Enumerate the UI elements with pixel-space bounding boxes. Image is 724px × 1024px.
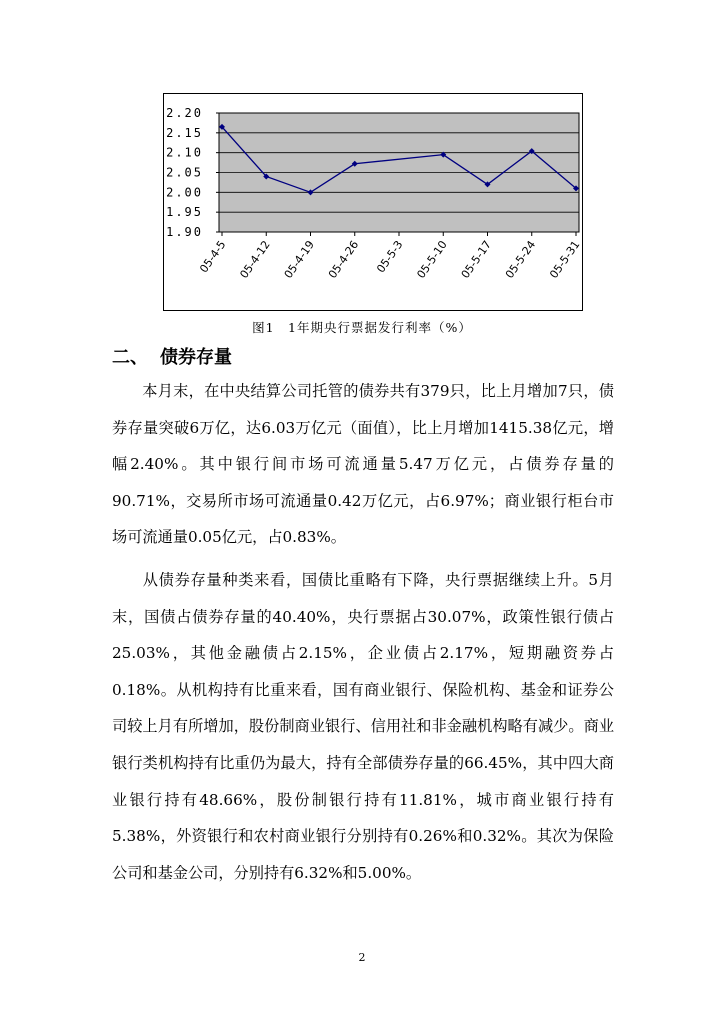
y-tick-label: 2.05 bbox=[166, 165, 203, 180]
x-tick-label: 05-4-5 bbox=[197, 238, 229, 276]
page-number: 2 bbox=[358, 951, 366, 964]
y-tick-label: 2.15 bbox=[166, 125, 203, 140]
x-tick-label: 05-4-12 bbox=[237, 238, 273, 281]
x-tick-label: 05-5-24 bbox=[502, 238, 539, 281]
rate-chart bbox=[163, 93, 583, 311]
x-tick-label: 05-4-19 bbox=[281, 238, 317, 281]
x-tick-label: 05-4-26 bbox=[325, 238, 362, 281]
section-number: 二、 bbox=[112, 347, 148, 368]
x-tick-label: 05-5-10 bbox=[414, 238, 450, 281]
section-title: 债券存量 bbox=[160, 347, 232, 368]
x-tick-label: 05-5-3 bbox=[374, 238, 406, 276]
y-tick-label: 2.00 bbox=[166, 185, 203, 200]
chart-svg bbox=[164, 94, 584, 312]
paragraph-bond-stock bbox=[112, 373, 614, 556]
y-tick-label: 1.90 bbox=[166, 225, 203, 239]
x-tick-label: 05-5-31 bbox=[547, 238, 583, 281]
y-tick-label: 2.10 bbox=[166, 145, 203, 160]
y-tick-label: 1.95 bbox=[166, 205, 203, 220]
section-heading bbox=[112, 343, 232, 369]
paragraph-1-text: 本月末，在中央结算公司托管的债券共有379只，比上月增加7只，债券存量突破6万亿，达6.03万亿元（面值），比上月增加1415.38亿元，增幅2.40%。其中银行间市场可流通量5.47万亿元，占债券存量的90.71%，交易所市场可流通量0.42万亿元，占6.97%；商业银行柜台市场可流通量0.05亿元，占0.83%。 bbox=[112, 382, 614, 547]
paragraph-2-text: 从债券存量种类来看，国债比重略有下降，央行票据继续上升。5月末，国债占债券存量的40.40%，央行票据占30.07%，政策性银行债占25.03%，其他金融债占2.15%，企业债占2.17%，短期融资券占0.18%。从机构持有比重来看，国有商业银行、保险机构、基金和证券公司较上月有所增加，股份制商业银行、信用社和非金融机构略有减少。商业银行类机构持有比重仍为最大，持有全部债券存量的66.45%，其中四大商业银行持有48.66%，股份制银行持有11.81%，城市商业银行持有5.38%，外资银行和农村商业银行分别持有0.26%和0.32%。其次为保险公司和基金公司，分别持有6.32%和5.00%。 bbox=[112, 571, 614, 882]
chart-caption: 图1 1年期央行票据发行利率（%） bbox=[252, 320, 472, 335]
paragraph-bond-types bbox=[112, 562, 614, 891]
x-tick-label: 05-5-17 bbox=[458, 238, 494, 281]
y-tick-label: 2.20 bbox=[166, 106, 203, 120]
